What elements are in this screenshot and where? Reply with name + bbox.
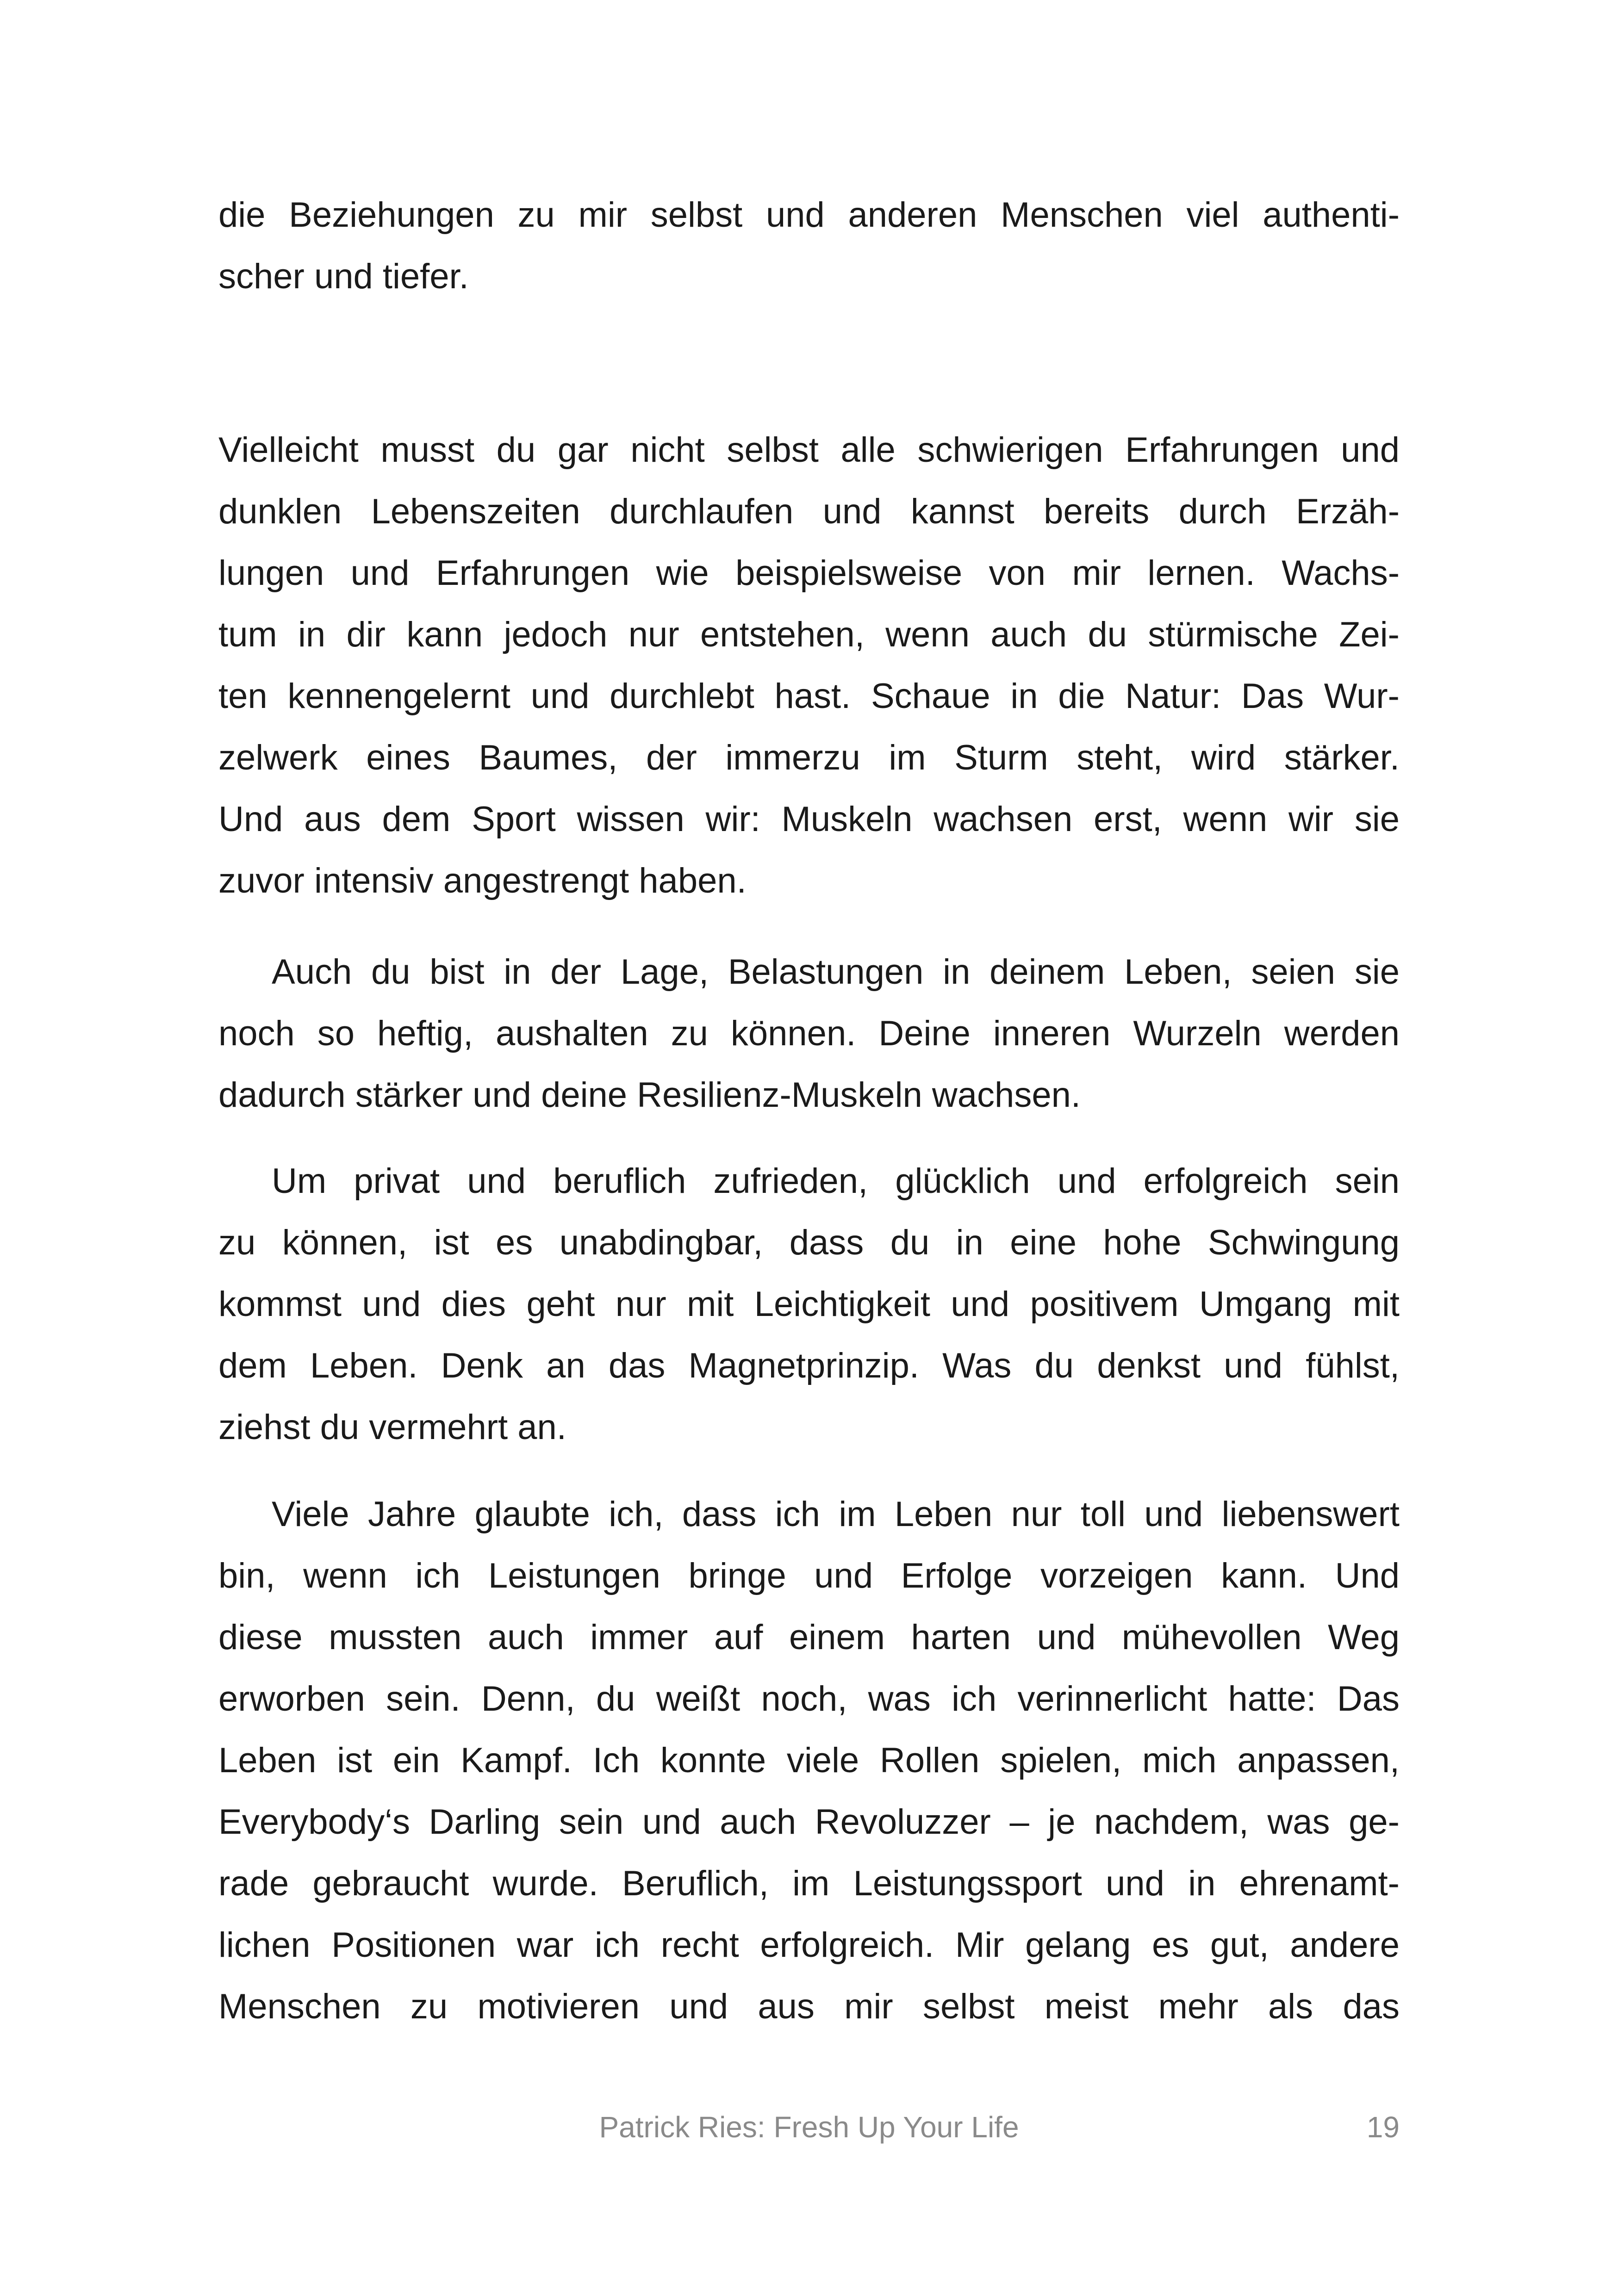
page-footer (218, 2110, 1400, 2166)
text-line: Menschen zu motivieren und aus mir selbst meist mehr als das (218, 1987, 1400, 2026)
text-line: Everybody‘s Darling sein und auch Revoluzzer – je nachdem, was ge- (218, 1802, 1400, 1842)
text-line: scher und tiefer. (218, 257, 469, 296)
text-line: Leben ist ein Kampf. Ich konnte viele Rollen spielen, mich anpassen, (218, 1741, 1400, 1780)
text-line: noch so heftig, aushalten zu können. Deine inneren Wurzeln werden (218, 1014, 1400, 1053)
text-line: die Beziehungen zu mir selbst und anderen Menschen viel authenti- (218, 195, 1400, 235)
text-line: Viele Jahre glaubte ich, dass ich im Leben nur toll und liebenswert (272, 1495, 1400, 1534)
text-line: ziehst du vermehrt an. (218, 1408, 566, 1447)
text-line: bin, wenn ich Leistungen bringe und Erfolge vorzeigen kann. Und (218, 1556, 1400, 1595)
text-line: Vielleicht musst du gar nicht selbst alle schwierigen Erfahrungen und (218, 430, 1400, 470)
paragraph-3 (218, 941, 1400, 1126)
text-line: dunklen Lebenszeiten durchlaufen und kannst bereits durch Erzäh- (218, 492, 1400, 531)
text-line: tum in dir kann jedoch nur entstehen, wenn auch du stürmische Zei- (218, 615, 1400, 654)
text-line: Auch du bist in der Lage, Belastungen in deinem Leben, seien sie (272, 952, 1400, 992)
paragraph-1 (218, 184, 1400, 307)
running-footer-title: Patrick Ries: Fresh Up Your Life (599, 2110, 1019, 2144)
paragraph-5 (218, 1483, 1400, 2037)
text-line: dem Leben. Denk an das Magnetprinzip. Was du denkst und fühlst, (218, 1346, 1400, 1385)
text-line: kommst und dies geht nur mit Leichtigkeit und positivem Umgang mit (218, 1285, 1400, 1324)
paragraph-4 (218, 1150, 1400, 1458)
text-line: dadurch stärker und deine Resilienz-Muskeln wachsen. (218, 1075, 1081, 1115)
text-line: Um privat und beruflich zufrieden, glücklich und erfolgreich sein (272, 1161, 1400, 1201)
text-line: lungen und Erfahrungen wie beispielsweise von mir lernen. Wachs- (218, 553, 1400, 593)
text-line: ten kennengelernt und durchlebt hast. Schaue in die Natur: Das Wur- (218, 676, 1400, 716)
text-line: lichen Positionen war ich recht erfolgreich. Mir gelang es gut, andere (218, 1925, 1400, 1965)
text-line: erworben sein. Denn, du weißt noch, was ich verinnerlicht hatte: Das (218, 1679, 1400, 1719)
page-number: 19 (1366, 2110, 1400, 2144)
text-line: zu können, ist es unabdingbar, dass du in eine hohe Schwingung (218, 1223, 1400, 1262)
text-line: zelwerk eines Baumes, der immerzu im Sturm steht, wird stärker. (218, 738, 1400, 777)
text-line: diese mussten auch immer auf einem harten und mühevollen Weg (218, 1618, 1400, 1657)
paragraph-2 (218, 419, 1400, 912)
text-line: rade gebraucht wurde. Beruflich, im Leistungssport und in ehrenamt- (218, 1864, 1400, 1903)
text-line: zuvor intensiv angestrengt haben. (218, 861, 747, 900)
text-line: Und aus dem Sport wissen wir: Muskeln wachsen erst, wenn wir sie (218, 800, 1400, 839)
